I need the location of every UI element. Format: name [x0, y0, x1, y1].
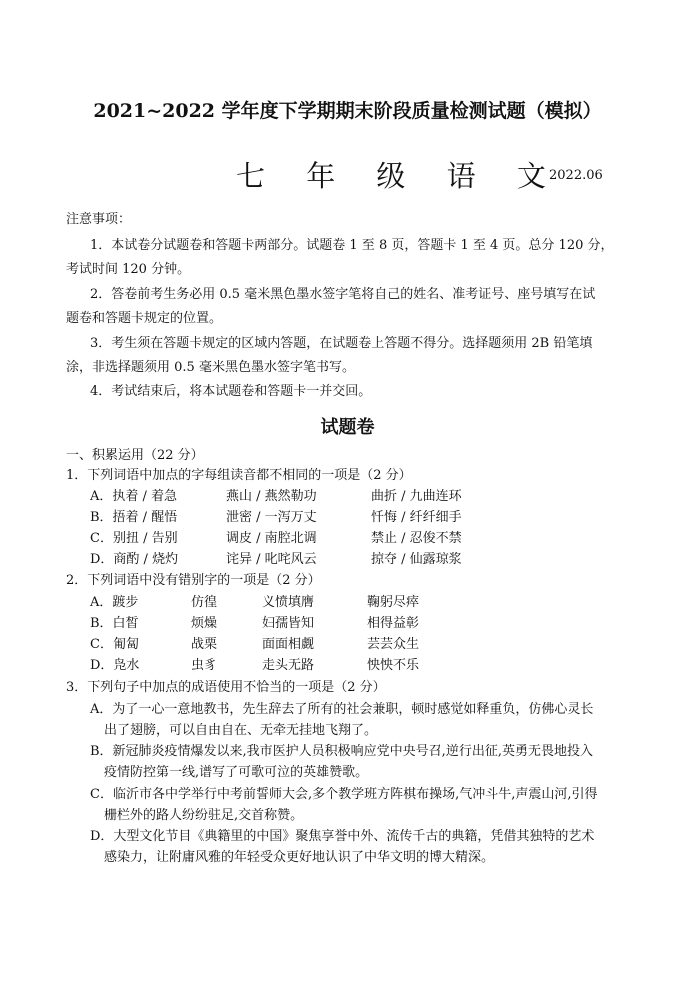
- q3-option-a-line-2: 出了翅膀，可以自由自在、无牵无挂地飞翔了。: [104, 723, 378, 738]
- note-line-2: 考试时间 120 分钟。: [66, 262, 191, 277]
- q3-option-b-line-2: 疫情防控第一线,谱写了可歌可泣的英雄赞歌。: [104, 765, 369, 780]
- q1-option-d-2: 诧异 / 叱咤风云: [226, 552, 317, 567]
- notes-heading: 注意事项：: [66, 212, 132, 227]
- q1-option-c-3: 禁止 / 忍俊不禁: [371, 531, 462, 546]
- q3-option-a-line-1: A．为了一心一意地教书，先生辞去了所有的社会兼职，顿时感觉如释重负，仿佛心灵长: [90, 702, 594, 717]
- q3-stem: 3．下列句子中加点的成语使用不恰当的一项是（2 分）: [66, 680, 386, 695]
- exam-date: 2022.06: [549, 168, 603, 183]
- q2-option-b-1: B．白皙: [90, 616, 139, 631]
- q3-option-d-line-1: D．大型文化节目《典籍里的中国》聚焦享誉中外、流传千古的典籍，凭借其独特的艺术: [90, 829, 595, 844]
- q1-option-b-1: B．捂着 / 醒悟: [90, 510, 178, 525]
- q3-option-c-line-2: 栅栏外的路人纷纷驻足,交首称赞。: [104, 808, 304, 823]
- q2-option-c-4: 芸芸众生: [367, 637, 420, 652]
- q1-stem: 1．下列词语中加点的字每组读音都不相同的一项是（2 分）: [66, 468, 412, 483]
- q1-option-a-3: 曲折 / 九曲连环: [371, 489, 462, 504]
- q2-option-b-4: 相得益彰: [367, 616, 420, 631]
- q1-option-b-2: 泄密 / 一泻万丈: [226, 510, 317, 525]
- q1-option-a-1: A．执着 / 着急: [90, 489, 178, 504]
- exam-title: 2021~2022 学年度下学期期末阶段质量检测试题（模拟）: [93, 100, 602, 122]
- q1-option-d-1: D．商酌 / 烧灼: [90, 552, 179, 567]
- q2-option-a-4: 鞠躬尽瘁: [367, 595, 420, 610]
- note-line-4: 题卷和答题卡规定的位置。: [66, 311, 223, 326]
- q1-option-a-2: 燕山 / 燕然勒功: [226, 489, 317, 504]
- q3-option-c-line-1: C．临沂市各中学举行中考前誓师大会,多个教学班方阵棋布操场,气冲斗牛,声震山河,引得: [90, 787, 598, 802]
- section-title: 试题卷: [320, 417, 375, 438]
- q2-option-c-2: 战栗: [191, 637, 218, 652]
- q2-option-d-3: 走头无路: [262, 658, 315, 673]
- note-line-5: 3．考生须在答题卡规定的区域内答题，在试题卷上答题不得分。选择题须用 2B 铅笔填: [90, 336, 593, 351]
- note-line-1: 1．本试卷分试题卷和答题卡两部分。试题卷 1 至 8 页，答题卡 1 至 4 页。总分 120 分，: [90, 238, 614, 253]
- q2-option-b-2: 烦燥: [191, 616, 218, 631]
- q3-option-b-line-1: B．新冠肺炎疫情爆发以来,我市医护人员积极响应党中央号召,逆行出征,英勇无畏地投入: [90, 744, 593, 759]
- q1-option-c-1: C．别扭 / 告别: [90, 531, 178, 546]
- q2-option-a-1: A．踱步: [90, 595, 139, 610]
- q1-option-b-3: 忏悔 / 纤纤细手: [371, 510, 462, 525]
- q2-option-a-3: 义愤填膺: [262, 595, 315, 610]
- q2-option-a-2: 仿徨: [191, 595, 218, 610]
- note-line-6: 涂，非选择题须用 0.5 毫米黑色墨水签字笔书写。: [66, 360, 355, 375]
- q2-option-d-1: D．凫水: [90, 658, 140, 673]
- q2-option-c-1: C．匍匐: [90, 637, 139, 652]
- q2-option-d-4: 怏怏不乐: [367, 658, 420, 673]
- note-line-3: 2．答卷前考生务必用 0.5 毫米黑色墨水签字笔将自己的姓名、准考证号、座号填写在试: [90, 287, 596, 302]
- q2-option-d-2: 虫豸: [191, 658, 218, 673]
- q2-option-b-3: 妇孺皆知: [262, 616, 315, 631]
- q1-option-c-2: 调皮 / 南腔北调: [226, 531, 317, 546]
- q1-option-d-3: 掠夺 / 仙露琼浆: [371, 552, 462, 567]
- part-heading: 一、积累运用（22 分）: [66, 448, 204, 463]
- subject-title: 七 年 级 语 文: [236, 159, 562, 193]
- q3-option-d-line-2: 感染力，让附庸风雅的年轻受众更好地认识了中华文明的博大精深。: [104, 850, 495, 865]
- q2-option-c-3: 面面相觑: [262, 637, 315, 652]
- note-line-7: 4．考试结束后，将本试题卷和答题卡一并交回。: [90, 384, 372, 399]
- q2-stem: 2．下列词语中没有错别字的一项是（2 分）: [66, 573, 321, 588]
